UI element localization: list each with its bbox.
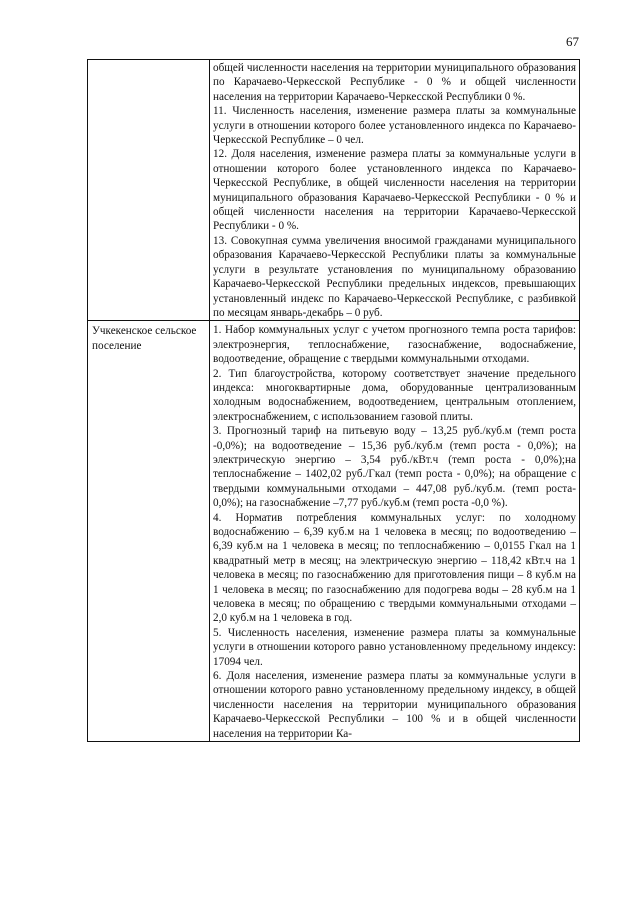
municipality-name	[88, 60, 209, 63]
indicator-paragraph: 13. Совокупная сумма увеличения вносимой гражданами муниципального образования Карачаево-Черкесской Республики платы за коммунальные услуги в результате установления по муниципальному образованию Карачаево-Черкесской Республики предельных индексов, превышающих установленный индекс по Карачаево-Черкесской Республике, с разбивкой по месяцам январь-декабрь – 0 руб.	[213, 234, 576, 319]
indicator-paragraph: 3. Прогнозный тариф на питьевую воду – 13,25 руб./куб.м (темп роста -0,0%); на водоотведение – 15,36 руб./куб.м (темп роста - 0,0%); на электрическую энергию – 3,54 руб./кВт.ч (темп роста - 0,0%);на теплоснабжение – 1402,02 руб./Гкал (темп роста - 0,0%); на обращение с твердыми коммунальными отходами – 447,08 руб./куб.м. (темп роста- 0,0%); на газоснабжение –7,77 руб./куб.м (темп роста -0,0 %).	[213, 425, 576, 510]
indicator-paragraph: 4. Норматив потребления коммунальных услуг: по холодному водоснабжению – 6,39 куб.м на 1 человека в месяц; по водоотведению – 6,39 куб.м на 1 человека в месяц; по теплоснабжению – 0,0155 Гкал на 1 квадратный метр в месяц; на электрическую энергию – 118,42 кВт.ч на 1 человека в месяц; по газоснабжению для приготовления пищи – 8 куб.м на 1 человека в месяц; по газоснабжению для подогрева воды – 28 куб.м на 1 человека в месяц; по обращению с твердыми коммунальными отходами – 2,0 куб.м на 1 человека в год.	[213, 511, 576, 625]
indicator-paragraph: 2. Тип благоустройства, которому соответствует значение предельного индекса: многоквартирные дома, оборудованные централизованным холодным водоснабжением, водоотведением, центральным отоплением, электроснабжением, с использованием газовой плиты.	[213, 367, 576, 423]
indicators-cell	[210, 60, 580, 321]
indicator-paragraph: 11. Численность населения, изменение размера платы за коммунальные услуги в отношении которого более установленного индекса по Карачаево-Черкесской Республике – 0 чел.	[213, 105, 576, 147]
municipality-cell	[88, 60, 210, 321]
table-row	[88, 60, 580, 321]
table-row	[88, 321, 580, 742]
page-number: 67	[566, 34, 579, 49]
municipality-cell	[88, 321, 210, 742]
indicator-paragraph: 12. Доля населения, изменение размера платы за коммунальные услуги в отношении которого более установленного индекса по Карачаево-Черкесской Республике, в общей численности населения на территории муниципального образования Карачаево-Черкесской Республики - 0 % и общей численности населения на территории Карачаево-Черкесской Республики - 0 %.	[213, 148, 576, 233]
indicator-paragraph: общей численности населения на территории муниципального образования по Карачаево-Черкесской Республике - 0 % и общей численности населения на территории Карачаево-Черкесской Республики 0 %.	[213, 62, 576, 103]
municipality-name: Учкекенское сельское поселение	[92, 325, 197, 352]
indicator-paragraph: 5. Численность населения, изменение размера платы за коммунальные услуги в отношении которого равно установленному предельному индексу: 17094 чел.	[213, 626, 576, 668]
indicator-paragraph: 1. Набор коммунальных услуг с учетом прогнозного темпа роста тарифов: электроэнергия, теплоснабжение, газоснабжение, водоснабжение, водоотведение, обращение с твердыми коммунальными отходами.	[213, 324, 576, 366]
indicators-cell	[210, 321, 580, 742]
document-table	[87, 59, 580, 742]
indicator-paragraph: 6. Доля населения, изменение размера платы за коммунальные услуги в отношении которого равно установленному предельному индексу, в общей численности населения на территории муниципального образования Карачаево-Черкесской Республики – 100 % и в общей численности населения на территории Ка-	[213, 670, 576, 740]
